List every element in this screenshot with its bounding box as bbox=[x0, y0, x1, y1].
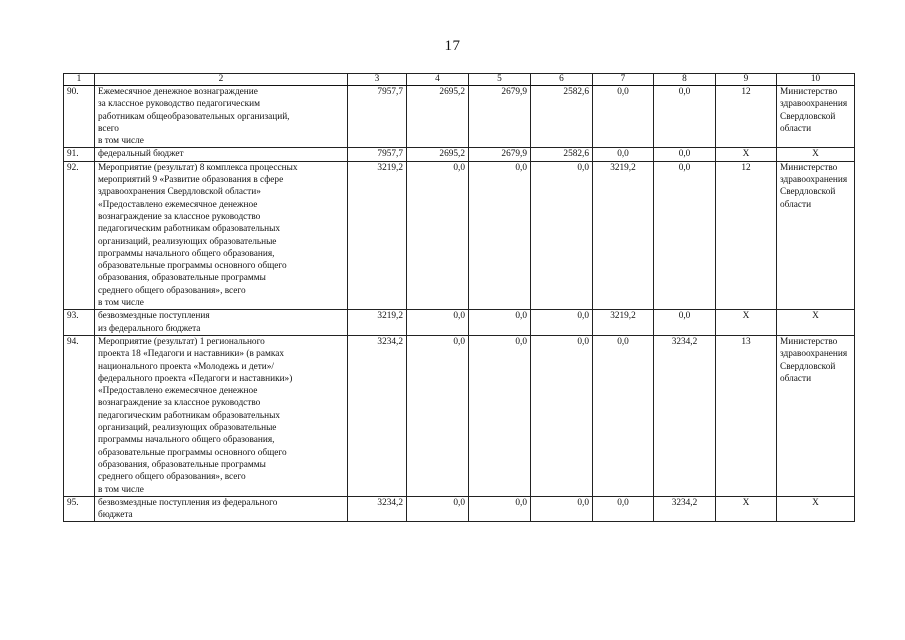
header-cell: 3 bbox=[348, 74, 407, 86]
value-col-3: 3234,2 bbox=[348, 335, 407, 496]
value-col-5: 0,0 bbox=[469, 310, 531, 336]
header-cell: 1 bbox=[64, 74, 95, 86]
value-col-3: 7957,7 bbox=[348, 148, 407, 161]
value-col-6: 0,0 bbox=[531, 161, 593, 310]
value-col-7: 0,0 bbox=[593, 148, 654, 161]
value-col-3: 3234,2 bbox=[348, 496, 407, 522]
page-number: 17 bbox=[444, 38, 461, 54]
row-description: Ежемесячное денежное вознаграждение за классное руководство педагогическим работникам общеобразовательных организаций, всего в том числе bbox=[95, 86, 348, 148]
value-col-7: 0,0 bbox=[593, 86, 654, 148]
value-col-4: 2695,2 bbox=[407, 86, 469, 148]
table-row bbox=[64, 161, 855, 310]
row-description: Мероприятие (результат) 8 комплекса процессных мероприятий 9 «Развитие образования в сфере здравоохранения Свердловской области» «Предоставлено ежемесячное денежное вознаграждение за классное руководство педагогическим работникам образовательных организаций, реализующих образовательные программы начального общего образования, образовательные программы основного общего образования, образовательные программы среднего общего образования», всего в том числе bbox=[95, 161, 348, 310]
value-col-7: 3219,2 bbox=[593, 161, 654, 310]
target-number: X bbox=[716, 148, 777, 161]
value-col-8: 0,0 bbox=[654, 86, 716, 148]
header-cell: 7 bbox=[593, 74, 654, 86]
responsible-org: X bbox=[777, 496, 855, 522]
header-cell: 4 bbox=[407, 74, 469, 86]
value-col-8: 0,0 bbox=[654, 161, 716, 310]
value-col-5: 0,0 bbox=[469, 496, 531, 522]
header-row bbox=[64, 74, 855, 86]
row-description: федеральный бюджет bbox=[95, 148, 348, 161]
row-description: безвозмездные поступления из федерального бюджета bbox=[95, 310, 348, 336]
value-col-8: 3234,2 bbox=[654, 496, 716, 522]
header-cell: 6 bbox=[531, 74, 593, 86]
target-number: 12 bbox=[716, 86, 777, 148]
row-number: 91. bbox=[64, 148, 95, 161]
value-col-6: 0,0 bbox=[531, 496, 593, 522]
value-col-5: 0,0 bbox=[469, 161, 531, 310]
value-col-6: 0,0 bbox=[531, 310, 593, 336]
header-cell: 8 bbox=[654, 74, 716, 86]
table-row bbox=[64, 496, 855, 522]
value-col-4: 0,0 bbox=[407, 310, 469, 336]
responsible-org: Министерство здравоохранения Свердловской области bbox=[777, 86, 855, 148]
responsible-org: Министерство здравоохранения Свердловской области bbox=[777, 335, 855, 496]
responsible-org: Министерство здравоохранения Свердловской области bbox=[777, 161, 855, 310]
table-row bbox=[64, 86, 855, 148]
value-col-5: 0,0 bbox=[469, 335, 531, 496]
value-col-7: 0,0 bbox=[593, 335, 654, 496]
row-number: 90. bbox=[64, 86, 95, 148]
value-col-8: 3234,2 bbox=[654, 335, 716, 496]
responsible-org: X bbox=[777, 310, 855, 336]
value-col-6: 0,0 bbox=[531, 335, 593, 496]
row-number: 94. bbox=[64, 335, 95, 496]
value-col-4: 0,0 bbox=[407, 335, 469, 496]
value-col-5: 2679,9 bbox=[469, 148, 531, 161]
row-number: 92. bbox=[64, 161, 95, 310]
value-col-6: 2582,6 bbox=[531, 148, 593, 161]
target-number: X bbox=[716, 496, 777, 522]
value-col-4: 0,0 bbox=[407, 496, 469, 522]
value-col-3: 7957,7 bbox=[348, 86, 407, 148]
header-cell: 10 bbox=[777, 74, 855, 86]
budget-table bbox=[63, 73, 855, 522]
row-description: безвозмездные поступления из федерального бюджета bbox=[95, 496, 348, 522]
table-row bbox=[64, 148, 855, 161]
row-description: Мероприятие (результат) 1 регионального проекта 18 «Педагоги и наставники» (в рамках национального проекта «Молодежь и дети»/ федерального проекта «Педагоги и наставники») «Предоставлено ежемесячное денежное вознаграждение за классное руководство педагогическим работникам образовательных организаций, реализующих образовательные программы начального общего образования, образовательные программы основного общего образования, образовательные программы среднего общего образования», всего в том числе bbox=[95, 335, 348, 496]
table-row bbox=[64, 335, 855, 496]
value-col-4: 2695,2 bbox=[407, 148, 469, 161]
value-col-6: 2582,6 bbox=[531, 86, 593, 148]
value-col-3: 3219,2 bbox=[348, 310, 407, 336]
header-cell: 5 bbox=[469, 74, 531, 86]
header-cell: 2 bbox=[95, 74, 348, 86]
value-col-3: 3219,2 bbox=[348, 161, 407, 310]
row-number: 93. bbox=[64, 310, 95, 336]
target-number: 12 bbox=[716, 161, 777, 310]
value-col-4: 0,0 bbox=[407, 161, 469, 310]
target-number: X bbox=[716, 310, 777, 336]
target-number: 13 bbox=[716, 335, 777, 496]
value-col-5: 2679,9 bbox=[469, 86, 531, 148]
value-col-8: 0,0 bbox=[654, 310, 716, 336]
value-col-7: 3219,2 bbox=[593, 310, 654, 336]
responsible-org: X bbox=[777, 148, 855, 161]
header-cell: 9 bbox=[716, 74, 777, 86]
value-col-7: 0,0 bbox=[593, 496, 654, 522]
value-col-8: 0,0 bbox=[654, 148, 716, 161]
row-number: 95. bbox=[64, 496, 95, 522]
table-row bbox=[64, 310, 855, 336]
